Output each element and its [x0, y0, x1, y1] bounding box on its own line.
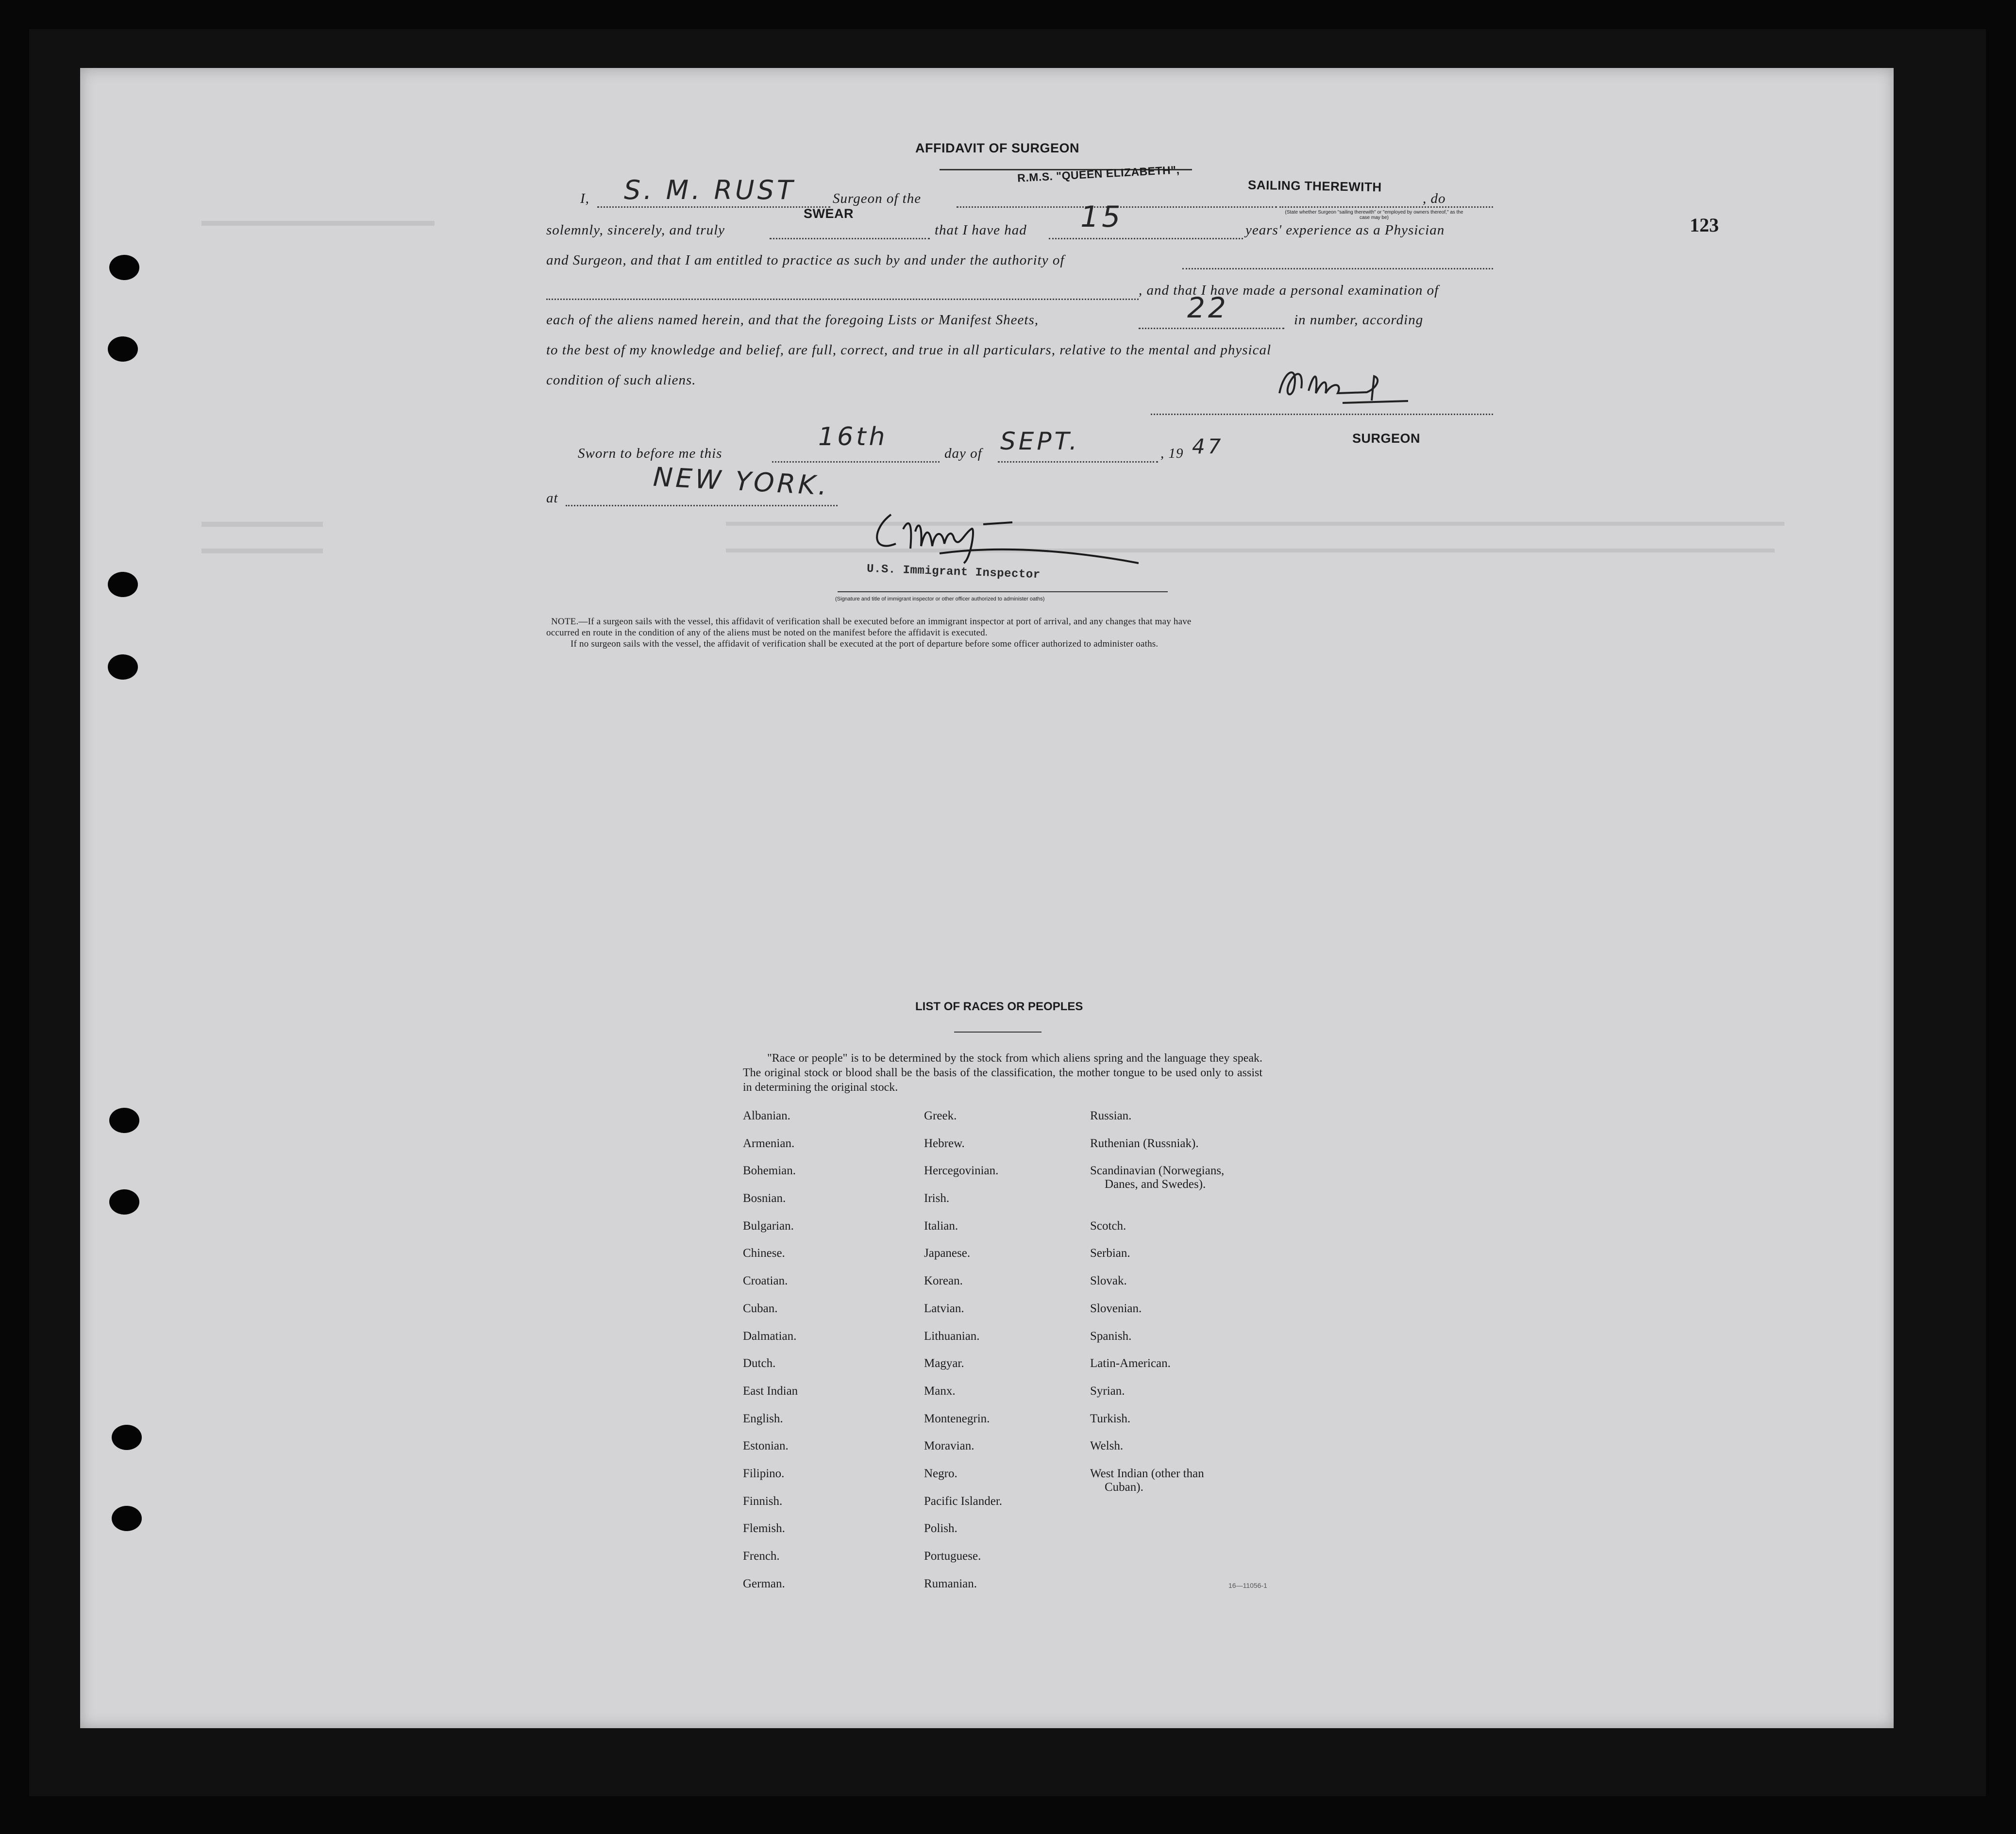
examination-text: , and that I have made a personal examination of [1139, 283, 1439, 298]
surgeon-stamp: SURGEON [1352, 431, 1421, 446]
race-item: Manx. [924, 1384, 956, 1398]
year-value: 47 [1192, 434, 1224, 458]
have-had-text: that I have had [935, 222, 1027, 238]
race-item: Latvian. [924, 1301, 964, 1315]
sailing-stamp: SAILING THEREWITH [1247, 177, 1382, 195]
i-label: I, [580, 191, 589, 206]
race-item: Chinese. [743, 1247, 785, 1260]
binder-hole [112, 1425, 142, 1450]
day-of-text: day of [944, 446, 982, 461]
at-label: at [546, 490, 558, 506]
inspector-stamp: U.S. Immigrant Inspector [866, 562, 1041, 582]
authority-text: and Surgeon, and that I am entitled to practice as such by and under the authority of [546, 252, 1065, 268]
day-field-line [772, 461, 940, 463]
binder-hole [109, 1108, 139, 1133]
status-instruction: (State whether Surgeon "sailing therewith" or "employed by owners thereof," as the case may be) [1285, 210, 1463, 220]
race-item: Spanish. [1090, 1329, 1132, 1343]
race-item: Finnish. [743, 1494, 783, 1508]
race-item: Italian. [924, 1219, 958, 1233]
sheets-field-line [1139, 328, 1284, 329]
binder-hole [108, 572, 138, 597]
races-title: LIST OF RACES OR PEOPLES [915, 1000, 1083, 1013]
month-field-line [998, 461, 1158, 463]
binder-hole [108, 336, 138, 362]
bleedthrough-mark [202, 221, 435, 226]
authority-field-line-2 [546, 299, 1139, 300]
note-line-2: occurred en route in the condition of any of the aliens must be noted on the manifest before the affidavit is executed. [546, 628, 988, 638]
race-item: Welsh. [1090, 1439, 1124, 1453]
race-item: English. [743, 1412, 783, 1425]
binder-hole [108, 654, 138, 680]
bleedthrough-mark [202, 522, 323, 527]
month-value: SEPT. [1000, 427, 1080, 455]
race-item: Dalmatian. [743, 1329, 797, 1343]
race-item: Turkish. [1090, 1412, 1131, 1425]
surgeon-signature [1270, 359, 1415, 408]
condition-text: condition of such aliens. [546, 372, 696, 388]
race-item: Syrian. [1090, 1384, 1125, 1398]
race-item: Montenegrin. [924, 1412, 990, 1425]
race-item: Rumanian. [924, 1577, 977, 1590]
in-number-text: in number, according [1294, 312, 1424, 328]
race-item: Bulgarian. [743, 1219, 794, 1233]
race-item: German. [743, 1577, 785, 1590]
race-item: Filipino. [743, 1467, 785, 1480]
race-item: Bosnian. [743, 1192, 786, 1205]
authority-field-line [1182, 268, 1493, 269]
race-item: Lithuanian. [924, 1329, 980, 1343]
years-experience-text: years' experience as a Physician [1245, 222, 1445, 238]
surgeon-of-text: Surgeon of the [833, 191, 922, 206]
race-item: Scandinavian (Norwegians, Danes, and Swedes). [1090, 1164, 1225, 1191]
place-value: NEW YORK. [652, 461, 831, 501]
swear-stamp: SWEAR [804, 206, 854, 221]
race-item: Hebrew. [924, 1136, 965, 1150]
race-item: Polish. [924, 1522, 958, 1535]
race-item: Moravian. [924, 1439, 974, 1453]
race-item: Russian. [1090, 1109, 1132, 1122]
race-item: Korean. [924, 1274, 963, 1288]
race-item: Flemish. [743, 1522, 785, 1535]
form-code: 16—11056-1 [1228, 1582, 1267, 1589]
race-item: Greek. [924, 1109, 957, 1122]
race-item: Croatian. [743, 1274, 788, 1288]
race-item: Portuguese. [924, 1550, 981, 1563]
signature-field-line [1151, 414, 1493, 415]
race-item: Pacific Islander. [924, 1494, 1003, 1508]
note-line-1: NOTE.—If a surgeon sails with the vessel, this affidavit of verification shall be executed before an immigrant inspector at port of arrival, and any changes that may have [551, 617, 1192, 627]
race-item: Slovenian. [1090, 1301, 1142, 1315]
solemnly-text: solemnly, sincerely, and truly [546, 222, 725, 238]
bleedthrough-mark [202, 549, 323, 553]
race-item: East Indian [743, 1384, 798, 1398]
vessel-stamp: R.M.S. "QUEEN ELIZABETH", [1017, 163, 1180, 184]
status-field-line [1279, 206, 1493, 208]
race-item: Dutch. [743, 1357, 776, 1370]
race-item: Serbian. [1090, 1247, 1130, 1260]
race-item: Slovak. [1090, 1274, 1127, 1288]
page-number: 123 [1690, 214, 1719, 236]
races-column-1 [743, 1109, 798, 1604]
name-field-line [597, 206, 830, 208]
sworn-text: Sworn to before me this [578, 446, 722, 461]
race-item: Cuban. [743, 1301, 778, 1315]
surgeon-name: S. M. RUST [624, 175, 796, 205]
inspector-field-line [838, 591, 1168, 592]
race-item: Albanian. [743, 1109, 790, 1122]
affidavit-title: AFFIDAVIT OF SURGEON [915, 141, 1079, 155]
race-item: Japanese. [924, 1247, 971, 1260]
year-prefix: , 19 [1160, 446, 1184, 461]
inspector-caption: (Signature and title of immigrant inspector or other officer authorized to administer oaths) [835, 596, 1045, 602]
races-intro: "Race or people" is to be determined by the stock from which aliens spring and the language they speak. The original stock or blood shall be the basis of the classification, the mother tongue to be used only to assist in determining the original stock. [743, 1052, 1262, 1094]
binder-hole [109, 255, 139, 280]
years-field-line [1049, 238, 1243, 239]
belief-text: to the best of my knowledge and belief, are full, correct, and true in all particulars, relative to the mental and physical [546, 342, 1272, 358]
binder-hole [112, 1506, 142, 1531]
races-title-underline [954, 1032, 1042, 1033]
years-value: 15 [1080, 200, 1124, 234]
sheets-value: 22 [1187, 291, 1229, 324]
race-item: Armenian. [743, 1136, 795, 1150]
race-item: Hercegovinian. [924, 1164, 999, 1178]
document-page [80, 68, 1894, 1728]
do-text: , do [1423, 191, 1446, 206]
place-field-line [566, 505, 838, 506]
race-item: French. [743, 1550, 780, 1563]
inspector-signature [867, 500, 1139, 568]
note-line-3: If no surgeon sails with the vessel, the affidavit of verification shall be executed at the port of departure before some officer authorized to administer oaths. [571, 639, 1159, 649]
races-column-2 [924, 1109, 1002, 1604]
race-item: Latin-American. [1090, 1357, 1171, 1370]
binder-hole [109, 1189, 139, 1215]
race-item: Ruthenian (Russniak). [1090, 1136, 1199, 1150]
race-item: Bohemian. [743, 1164, 796, 1178]
day-value: 16th [818, 422, 888, 451]
race-item: Negro. [924, 1467, 958, 1480]
swear-field-line [770, 238, 930, 239]
race-item: Estonian. [743, 1439, 789, 1453]
race-item: Magyar. [924, 1357, 964, 1370]
race-item: West Indian (other than Cuban). [1090, 1467, 1204, 1494]
race-item: Irish. [924, 1192, 950, 1205]
races-column-3 [1090, 1109, 1224, 1522]
manifest-text: each of the aliens named herein, and that the foregoing Lists or Manifest Sheets, [546, 312, 1039, 328]
race-item: Scotch. [1090, 1219, 1126, 1233]
